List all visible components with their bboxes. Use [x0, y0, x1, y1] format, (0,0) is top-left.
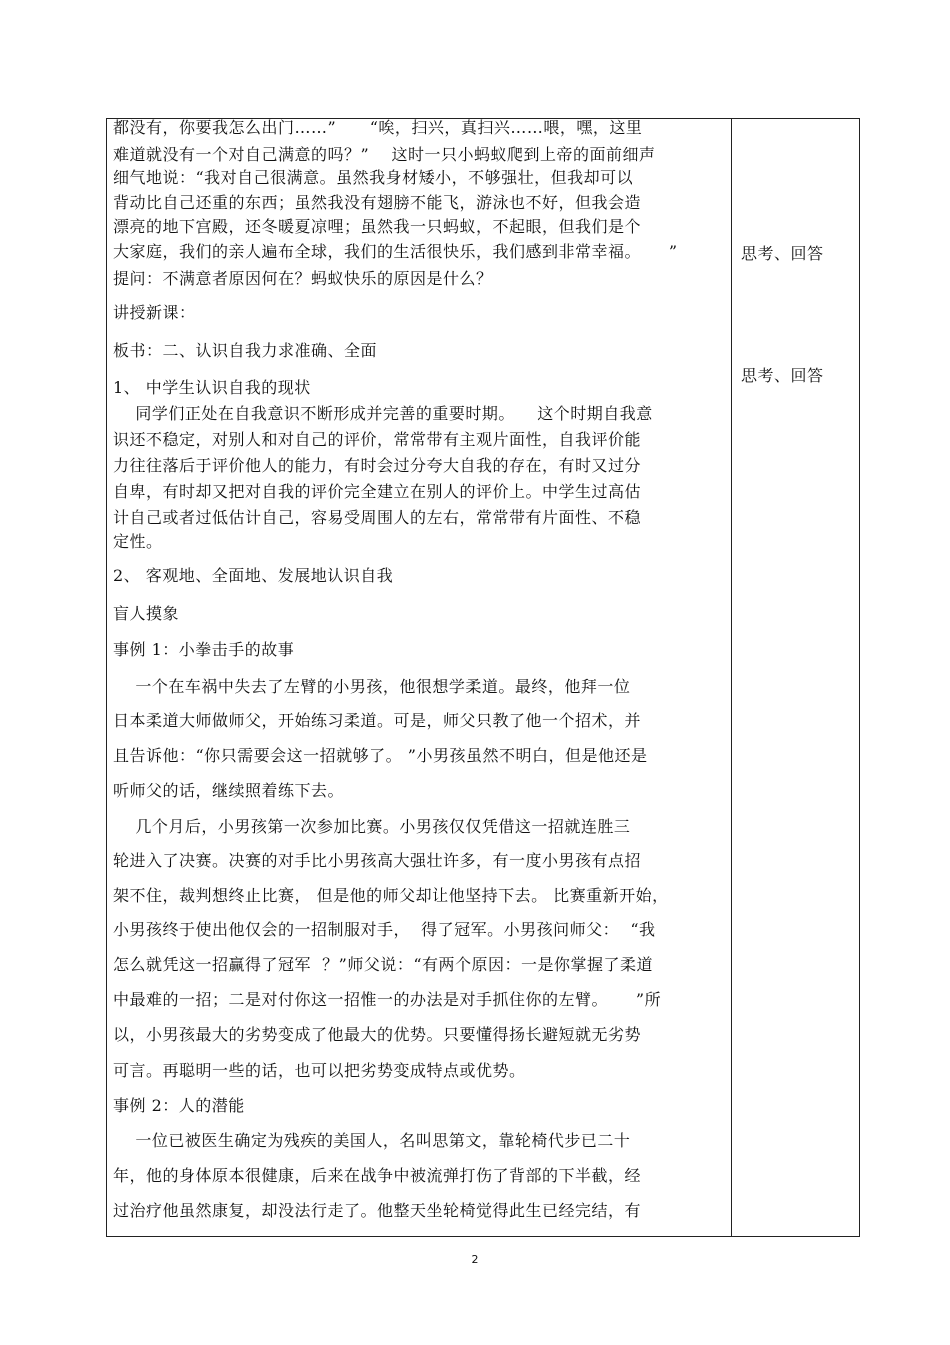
side-note: 思考、回答	[741, 366, 824, 385]
text-line: 以，小男孩最大的劣势变成了他最大的优势。只要懂得扬长避短就无劣势	[113, 1025, 642, 1044]
page-number: 2	[471, 1253, 479, 1266]
text-line: 日本柔道大师做师父，开始练习柔道。可是，师父只教了他一个招术，并	[113, 711, 642, 730]
text-line: 年，他的身体原本很健康，后来在战争中被流弹打伤了背部的下半截，经	[113, 1166, 642, 1185]
text-line: 小男孩终于使出他仅会的一招制服对手， 得了冠军。小男孩问师父： “我	[113, 920, 656, 939]
text-line: 架不住，裁判想终止比赛， 但是他的师父却让他坚持下去。 比赛重新开始，	[113, 886, 669, 905]
text-line: 1、 中学生认识自我的现状	[113, 378, 311, 397]
text-line: 识还不稳定，对别人和对自己的评价，常常带有主观片面性，自我评价能	[113, 430, 642, 449]
side-note: 思考、回答	[741, 244, 824, 263]
text-line: 都没有，你要我怎么出门……” “唉，扫兴，真扫兴……喂，嘿，这里	[113, 118, 643, 137]
text-line: 同学们正处在自我意识不断形成并完善的重要时期。 这个时期自我意	[113, 404, 653, 423]
text-line: 漂亮的地下宫殿，还冬暖夏凉哩；虽然我一只蚂蚁，不起眼，但我们是个	[113, 217, 642, 236]
text-line: 提问：不满意者原因何在？蚂蚁快乐的原因是什么？	[113, 269, 493, 288]
text-line: 可言。再聪明一些的话，也可以把劣势变成特点或优势。	[113, 1061, 526, 1080]
text-line: 怎么就凭这一招赢得了冠军 ？”师父说：“有两个原因：一是你掌握了柔道	[113, 955, 654, 974]
text-line: 自卑，有时却又把对自我的评价完全建立在别人的评价上。中学生过高估	[113, 482, 642, 501]
text-line: 中最难的一招；二是对付你这一招惟一的办法是对手抓住你的左臂。 ”所	[113, 990, 662, 1009]
text-line: 过治疗他虽然康复，却没法行走了。他整天坐轮椅觉得此生已经完结，有	[113, 1201, 642, 1220]
text-line: 事例 1：小拳击手的故事	[113, 640, 295, 659]
text-line: 事例 2：人的潜能	[113, 1096, 245, 1115]
text-line: 轮进入了决赛。决赛的对手比小男孩高大强壮许多，有一度小男孩有点招	[113, 851, 642, 870]
text-line: 且告诉他：“你只需要会这一招就够了。 ”小男孩虽然不明白，但是他还是	[113, 746, 648, 765]
text-line: 一个在车祸中失去了左臂的小男孩，他很想学柔道。最终，他拜一位	[113, 677, 631, 696]
text-line: 听师父的话，继续照着练下去。	[113, 781, 345, 800]
text-line: 2、 客观地、全面地、发展地认识自我	[113, 566, 394, 585]
text-line: 背动比自己还重的东西；虽然我没有翅膀不能飞，游泳也不好，但我会造	[113, 193, 642, 212]
text-line: 板书：二、认识自我力求准确、全面	[113, 341, 378, 360]
text-line: 大家庭，我们的亲人遍布全球，我们的生活很快乐，我们感到非常幸福。 ”	[113, 242, 678, 261]
text-line: 力往往落后于评价他人的能力，有时会过分夸大自我的存在，有时又过分	[113, 456, 642, 475]
text-line: 几个月后，小男孩第一次参加比赛。小男孩仅仅凭借这一招就连胜三	[113, 817, 631, 836]
text-line: 计自己或者过低估计自己，容易受周围人的左右，常常带有片面性、不稳	[113, 508, 642, 527]
text-line: 难道就没有一个对自己满意的吗？” 这时一只小蚂蚁爬到上帝的面前细声	[113, 145, 656, 164]
text-line: 讲授新课：	[113, 303, 196, 322]
text-line: 定性。	[113, 532, 163, 551]
text-line: 细气地说：“我对自己很满意。虽然我身材矮小，不够强壮，但我却可以	[113, 168, 634, 187]
column-divider	[731, 118, 732, 1237]
text-line: 一位已被医生确定为残疾的美国人，名叫思第文，靠轮椅代步已二十	[113, 1131, 631, 1150]
text-line: 盲人摸象	[113, 604, 180, 623]
